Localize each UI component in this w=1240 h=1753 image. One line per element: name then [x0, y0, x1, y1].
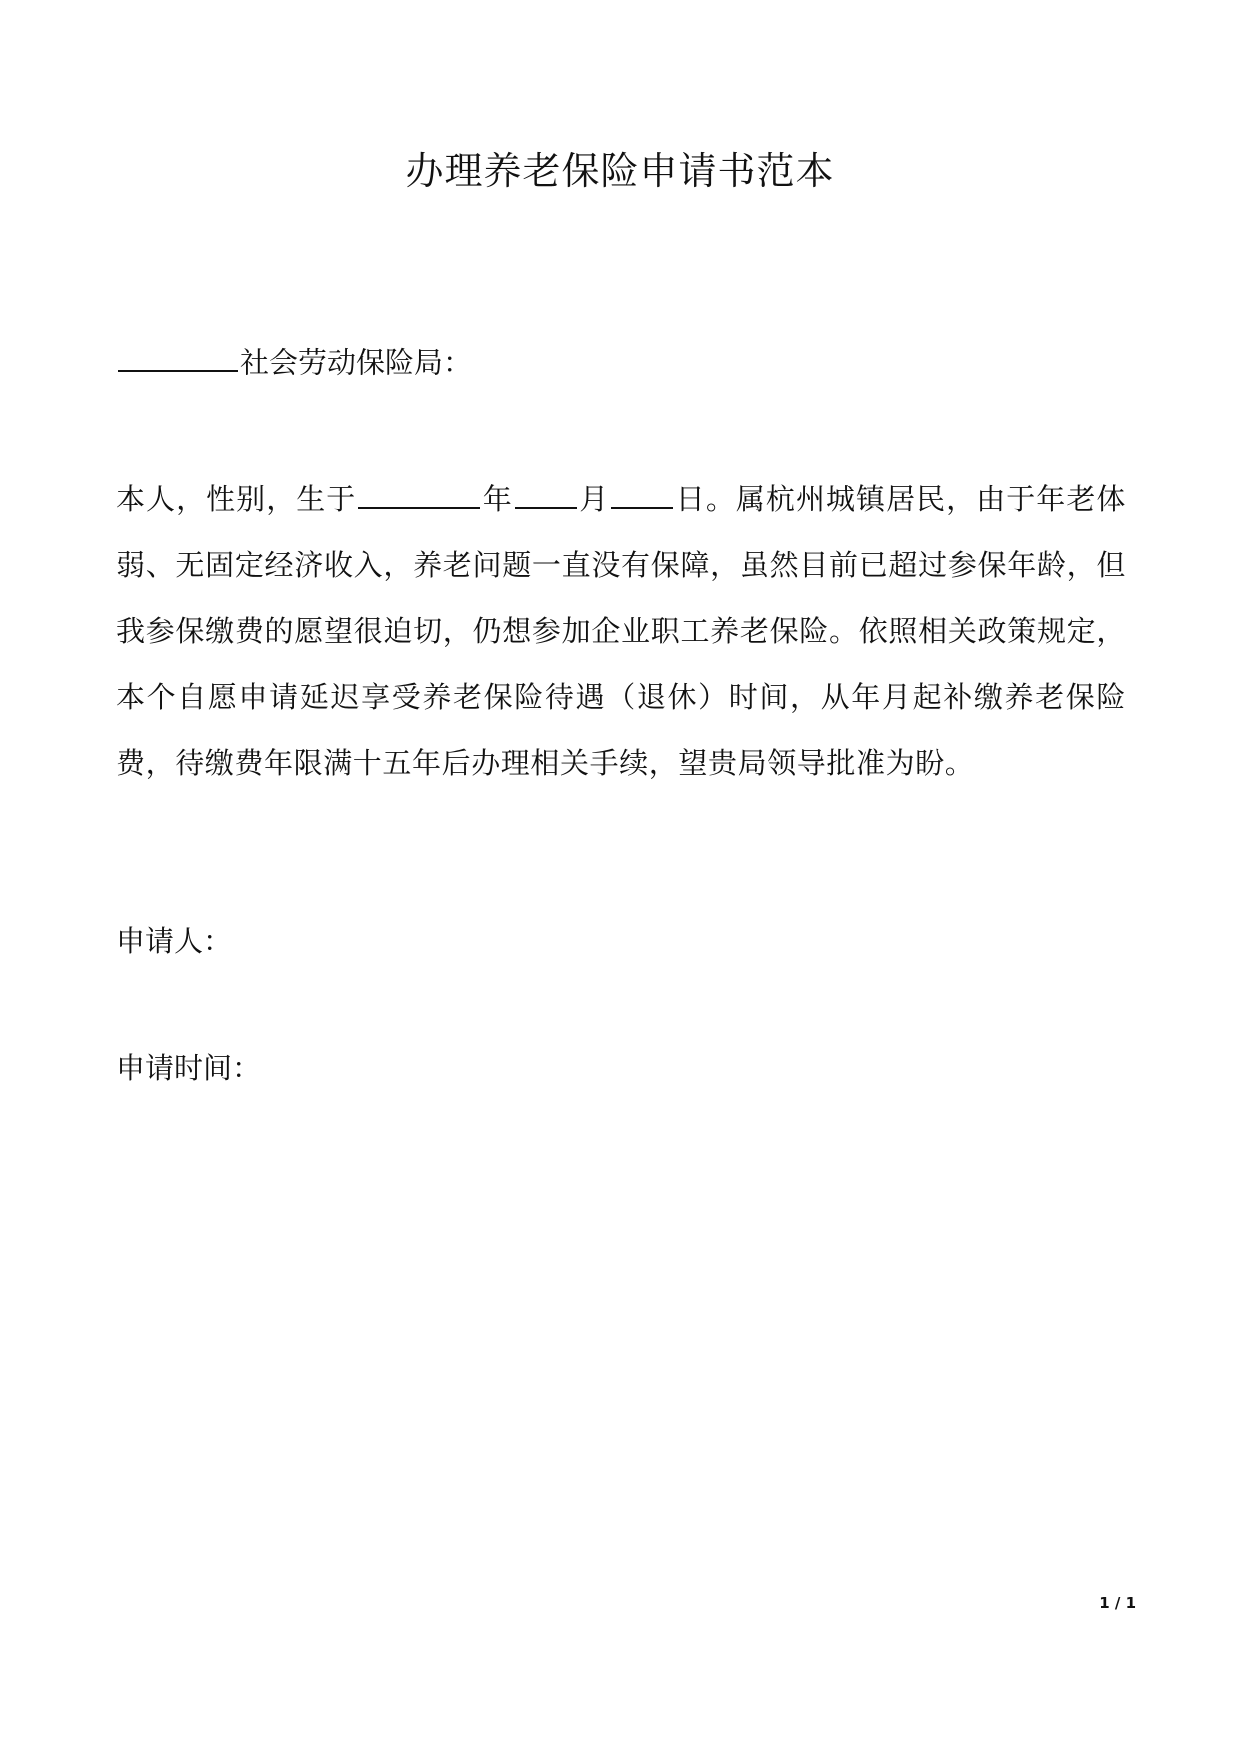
birth-year-blank	[358, 477, 480, 509]
page-number: 1 / 1	[1099, 1594, 1136, 1612]
applicant-label: 申请人：	[116, 924, 233, 958]
body-rest: 日。属杭州城镇居民，由于年老体弱、无固定经济收入，养老问题一直没有保障，虽然目前已超过参保年龄，但我参保缴费的愿望很迫切，仍想参加企业职工养老保险。依照相关政策规定，本个自愿申请延迟享受养老保险待遇（退休）时间，从年月起补缴养老保险费，待缴费年限满十五年后办理相关手续，望贵局领导批准为盼。	[116, 482, 1126, 780]
addressee-text: 社会劳动保险局：	[240, 345, 473, 380]
application-body	[116, 466, 1126, 796]
body-intro: 本人，性别，生于	[116, 482, 357, 516]
addressee-blank	[118, 340, 238, 372]
birth-month-blank	[515, 477, 577, 509]
document-title: 办理养老保险申请书范本	[405, 149, 835, 193]
month-label: 月	[578, 482, 610, 516]
year-label: 年	[482, 482, 513, 516]
birth-day-blank	[611, 477, 673, 509]
application-date-label: 申请时间：	[116, 1051, 262, 1085]
addressee-line	[116, 340, 472, 381]
